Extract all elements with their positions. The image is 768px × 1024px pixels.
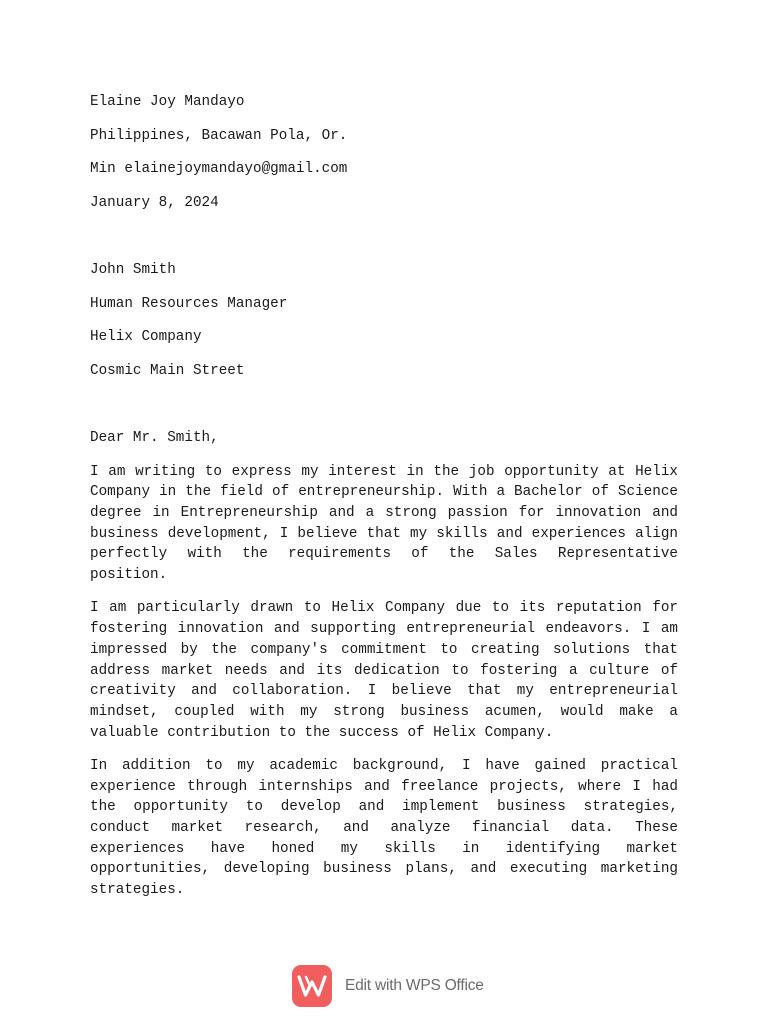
recipient-street: Cosmic Main Street — [90, 363, 245, 380]
paragraph-experience: In addition to my academic background, I have gained practical experience through internships and freelance projects, where I had the opportunity to develop and implement business strategies, conduct market research, and analyze financial data. These experiences have honed my skills in identifying market opportunities, developing business plans, and executing marketing strategies. — [90, 757, 678, 899]
recipient-title: Human Resources Manager — [90, 295, 288, 312]
salutation: Dear Mr. Smith, — [90, 430, 219, 447]
paragraph-company-interest: I am particularly drawn to Helix Company due to its reputation for fostering innovation and supporting entrepreneurial endeavors. I am impressed by the company's commitment to creating solutions that address market needs and its dedication to fostering a culture of creativity and collaboration. I believe that my entrepreneurial mindset, coupled with my strong business acumen, would make a valuable contribution to the success of Helix Company. — [90, 600, 678, 741]
sender-email: Min elainejoymandayo@gmail.com — [90, 161, 348, 178]
sender-block — [90, 92, 678, 214]
wps-office-logo-icon — [292, 965, 332, 1007]
letter-date: January 8, 2024 — [90, 194, 219, 211]
sender-name: Elaine Joy Mandayo — [90, 94, 245, 110]
letter-body — [90, 92, 678, 913]
recipient-block — [90, 260, 678, 382]
paragraph-intro: I am writing to express my interest in the job opportunity at Helix Company in the field of entrepreneurship. With a Bachelor of Science degree in Entrepreneurship and a strong passion for innovation and business development, I believe that my skills and experiences align perfectly with the requirements of the Sales Representative position. — [90, 463, 678, 584]
sender-address: Philippines, Bacawan Pola, Or. — [90, 127, 348, 144]
recipient-name: John Smith — [90, 261, 176, 278]
wps-edit-link[interactable] — [292, 964, 484, 1008]
wps-edit-label: Edit with WPS Office — [345, 977, 484, 994]
recipient-company: Helix Company — [90, 329, 202, 346]
